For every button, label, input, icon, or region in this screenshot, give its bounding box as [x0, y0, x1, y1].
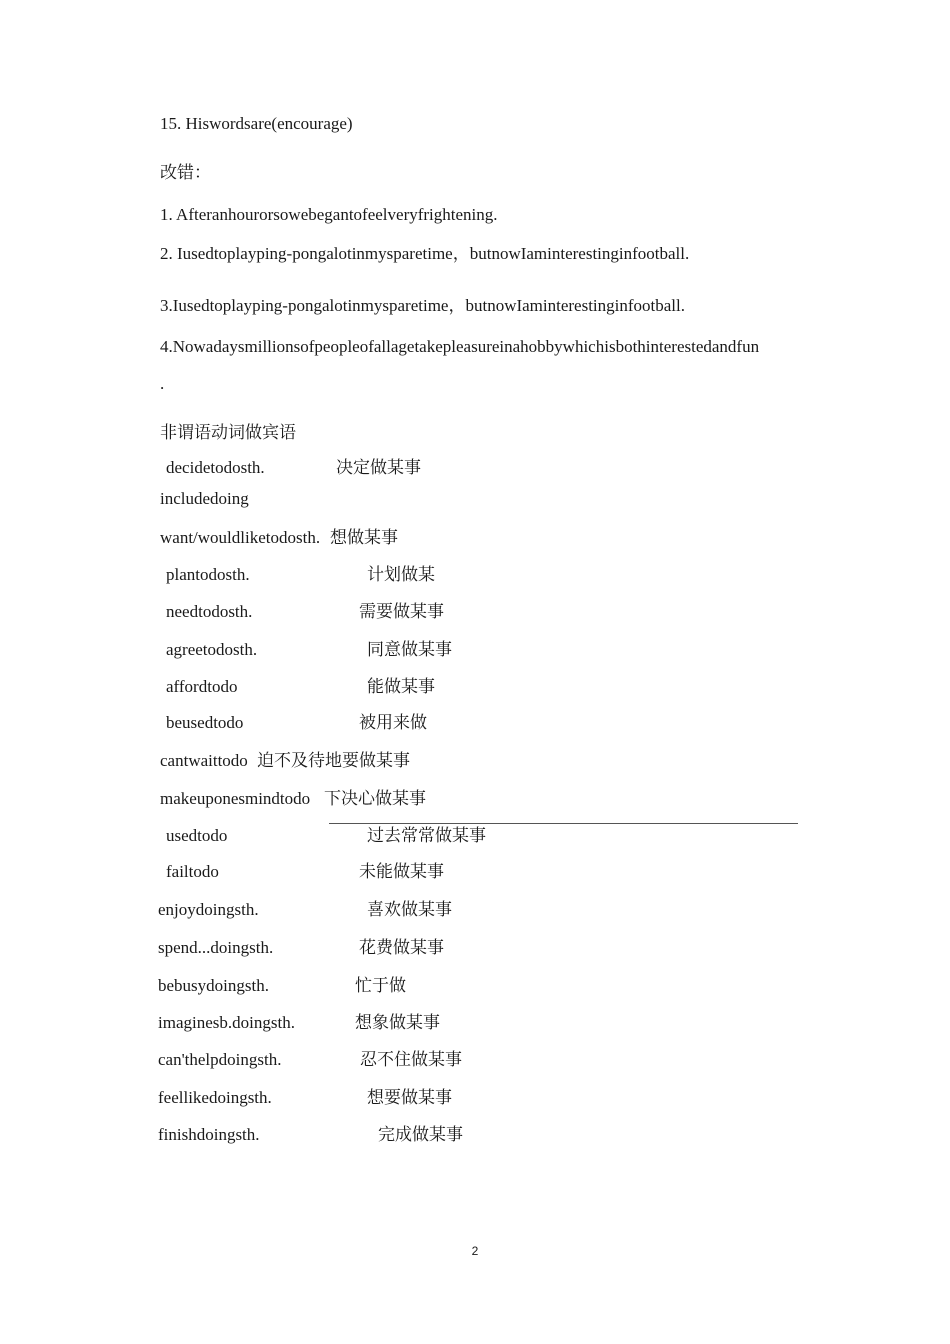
- phrase-en: plantodosth.: [166, 565, 250, 584]
- phrase-cn: 同意做某事: [367, 640, 452, 659]
- section-heading-gerund: 非谓语动词做宾语: [160, 423, 296, 442]
- phrase-cn: 能做某事: [367, 677, 435, 696]
- phrase-en: affordtodo: [166, 677, 238, 696]
- phrase-cn: 完成做某事: [378, 1125, 463, 1144]
- correction-item-continuation: .: [160, 374, 165, 393]
- phrase-en: usedtodo: [166, 826, 228, 845]
- correction-item: 1. Afteranhourorsowebegantofeelveryfrightening.: [160, 205, 498, 224]
- phrase-en: want/wouldliketodosth.: [160, 528, 321, 547]
- phrase-en: needtodosth.: [166, 602, 253, 621]
- phrase-en: can'thelpdoingsth.: [158, 1050, 282, 1069]
- phrase-en: makeuponesmindtodo: [160, 789, 311, 808]
- horizontal-rule: [329, 823, 798, 824]
- phrase-en: feellikedoingsth.: [158, 1088, 272, 1107]
- phrase-en: failtodo: [166, 862, 219, 881]
- phrase-cn: 想要做某事: [367, 1088, 452, 1107]
- phrase-en: finishdoingsth.: [158, 1125, 260, 1144]
- phrase-cn: 想做某事: [330, 528, 398, 547]
- phrase-cn: 下决心做某事: [324, 789, 426, 808]
- phrase-cn: 忙于做: [355, 976, 406, 995]
- phrase-en: includedoing: [160, 489, 249, 508]
- correction-item: 2. Iusedtoplayping-pongalotinmysparetime，butnowIaminterestinginfootball.: [160, 244, 690, 263]
- phrase-cn: 喜欢做某事: [367, 900, 452, 919]
- correction-item: 3.Iusedtoplayping-pongalotinmysparetime，butnowIaminterestinginfootball.: [160, 296, 686, 315]
- phrase-cn: 花费做某事: [359, 938, 444, 957]
- phrase-cn: 过去常常做某事: [367, 826, 486, 845]
- correction-item: 4.Nowadaysmillionsofpeopleofallagetakepleasureinahobbywhichisbothinterestedandfun: [160, 337, 760, 356]
- phrase-en: enjoydoingsth.: [158, 900, 259, 919]
- phrase-en: beusedtodo: [166, 713, 244, 732]
- phrase-cn: 忍不住做某事: [360, 1050, 462, 1069]
- phrase-cn: 被用来做: [359, 713, 427, 732]
- phrase-cn: 计划做某: [367, 565, 435, 584]
- phrase-en: decidetodosth.: [166, 458, 265, 477]
- phrase-en: imaginesb.doingsth.: [158, 1013, 295, 1032]
- phrase-cn: 想象做某事: [355, 1013, 440, 1032]
- section-heading-correction: 改错：: [160, 163, 211, 182]
- phrase-cn: 决定做某事: [336, 458, 421, 477]
- phrase-cn: 未能做某事: [359, 862, 444, 881]
- question-15: 15. Hiswordsare(encourage): [160, 114, 353, 133]
- phrase-en: cantwaittodo: [160, 751, 248, 770]
- phrase-cn: 需要做某事: [359, 602, 444, 621]
- phrase-cn: 迫不及待地要做某事: [257, 751, 410, 770]
- phrase-en: agreetodosth.: [166, 640, 258, 659]
- phrase-en: bebusydoingsth.: [158, 976, 269, 995]
- page-number: 2: [471, 1244, 479, 1258]
- phrase-en: spend...doingsth.: [158, 938, 274, 957]
